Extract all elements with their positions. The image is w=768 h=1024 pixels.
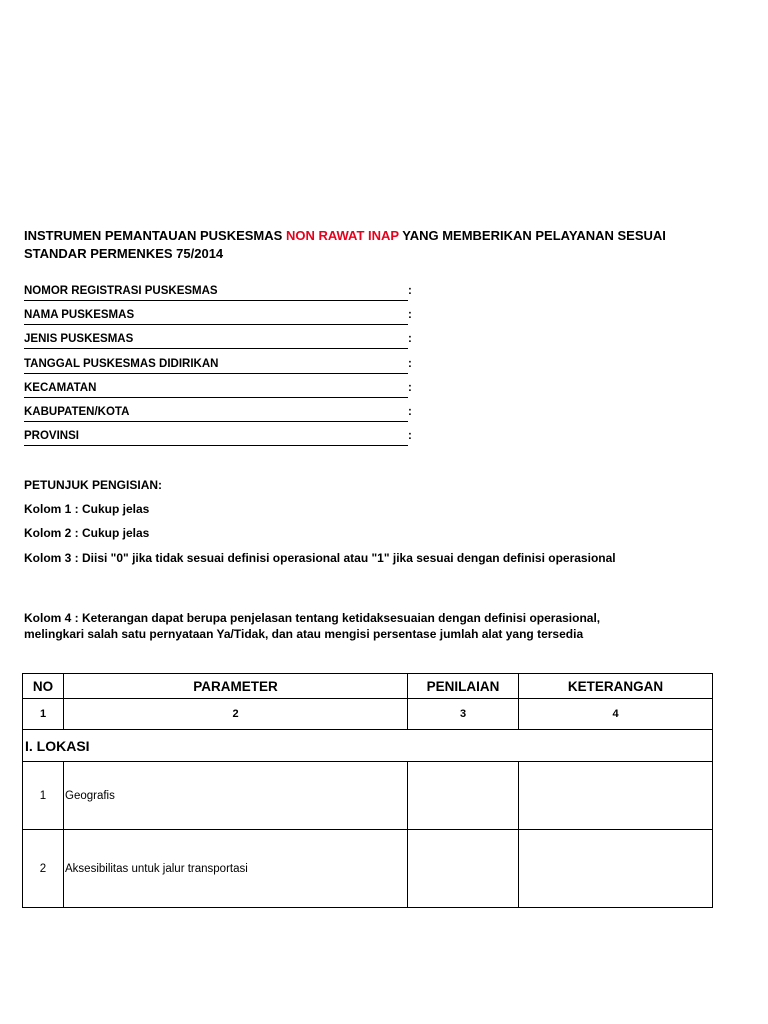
section-row-lokasi <box>23 730 713 762</box>
table-row <box>23 762 713 830</box>
instruction-kolom-1: Kolom 1 : Cukup jelas <box>24 502 150 516</box>
form-field-label: NOMOR REGISTRASI PUSKESMAS <box>24 285 218 297</box>
form-field-label: PROVINSI <box>24 430 79 442</box>
title-part1: INSTRUMEN PEMANTAUAN PUSKESMAS <box>24 228 286 243</box>
title-highlight: NON RAWAT INAP <box>285 228 399 243</box>
title-line2: STANDAR PERMENKES 75/2014 <box>24 246 224 261</box>
instruction-kolom-4-line2: melingkari salah satu pernyataan Ya/Tidak, dan atau mengisi persentase jumlah alat yang tersedia <box>24 627 584 641</box>
table-header-row <box>23 674 713 699</box>
row-number: 2 <box>23 830 64 908</box>
header-no: NO <box>23 674 64 699</box>
form-field-tanggal-didirikan[interactable] <box>24 353 412 374</box>
column-number: 3 <box>408 699 519 730</box>
table-row <box>23 830 713 908</box>
column-number: 1 <box>23 699 64 730</box>
title-part2: YANG MEMBERIKAN PELAYANAN SESUAI <box>398 228 666 243</box>
header-parameter: PARAMETER <box>64 674 408 699</box>
assessment-table <box>22 673 713 908</box>
form-field-colon: : <box>408 430 412 442</box>
instruction-kolom-4 <box>24 610 714 642</box>
row-parameter: Geografis <box>64 762 408 830</box>
form-field-label: KECAMATAN <box>24 382 97 394</box>
form-field-colon: : <box>408 285 412 297</box>
header-keterangan: KETERANGAN <box>519 674 713 699</box>
row-keterangan-cell[interactable] <box>519 830 713 908</box>
form-field-label: JENIS PUSKESMAS <box>24 333 134 345</box>
form-field-colon: : <box>408 358 412 370</box>
form-field-kecamatan[interactable] <box>24 377 412 398</box>
row-parameter: Aksesibilitas untuk jalur transportasi <box>64 830 408 908</box>
column-number: 4 <box>519 699 713 730</box>
form-field-nama-puskesmas[interactable] <box>24 304 412 325</box>
column-number-row <box>23 699 713 730</box>
header-penilaian: PENILAIAN <box>408 674 519 699</box>
row-penilaian-cell[interactable] <box>408 830 519 908</box>
form-field-label: NAMA PUSKESMAS <box>24 309 135 321</box>
section-title: I. LOKASI <box>23 730 713 762</box>
form-field-kabupaten-kota[interactable] <box>24 401 412 422</box>
row-keterangan-cell[interactable] <box>519 762 713 830</box>
form-field-colon: : <box>408 406 412 418</box>
document-title <box>24 227 724 263</box>
instructions-heading: PETUNJUK PENGISIAN: <box>24 478 163 492</box>
instruction-kolom-3: Kolom 3 : Diisi "0" jika tidak sesuai definisi operasional atau "1" jika sesuai dengan definisi operasional <box>24 551 616 565</box>
form-field-label: KABUPATEN/KOTA <box>24 406 130 418</box>
form-field-jenis-puskesmas[interactable] <box>24 328 412 349</box>
row-penilaian-cell[interactable] <box>408 762 519 830</box>
form-field-label: TANGGAL PUSKESMAS DIDIRIKAN <box>24 358 219 370</box>
form-field-colon: : <box>408 382 412 394</box>
column-number: 2 <box>64 699 408 730</box>
form-field-colon: : <box>408 309 412 321</box>
form-field-colon: : <box>408 333 412 345</box>
instruction-kolom-2: Kolom 2 : Cukup jelas <box>24 526 150 540</box>
form-field-provinsi[interactable] <box>24 425 412 446</box>
row-number: 1 <box>23 762 64 830</box>
form-field-nomor-registrasi[interactable] <box>24 280 412 301</box>
instruction-kolom-4-line1: Kolom 4 : Keterangan dapat berupa penjelasan tentang ketidaksesuaian dengan definisi operasional, <box>24 611 601 625</box>
